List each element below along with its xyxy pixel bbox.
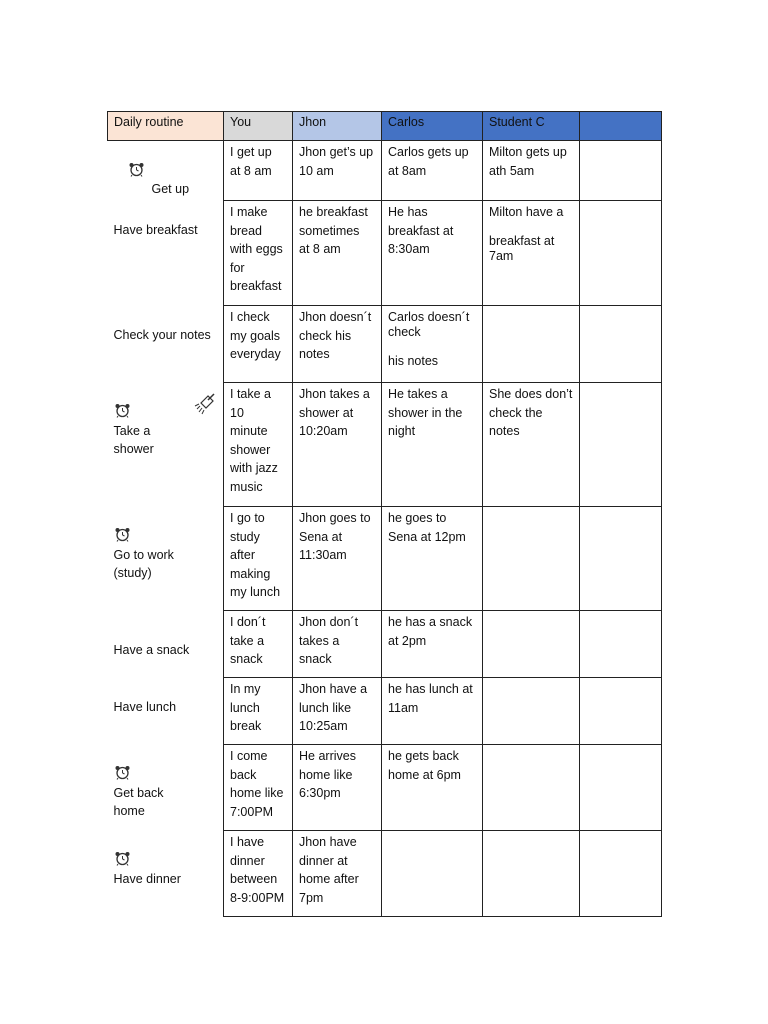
header-you: You: [224, 112, 293, 141]
header-row: [108, 112, 662, 141]
table-row: [108, 507, 662, 611]
activity-cell: [108, 745, 224, 831]
cell-jhon: Jhon doesn´t check his notes: [293, 306, 382, 383]
cell-carlos: Carlos gets up at 8am: [382, 141, 483, 201]
table-row: [108, 745, 662, 831]
activity-label: Take a shower: [113, 423, 154, 456]
cell-jhon: Jhon takes a shower at 10:20am: [293, 383, 382, 507]
cell-jhon: He arrives home like 6:30pm: [293, 745, 382, 831]
cell-extra: [580, 611, 662, 678]
alarm-clock-icon: [128, 162, 145, 177]
cell-you: I take a 10 minute shower with jazz music: [224, 383, 293, 507]
activity-cell: [108, 306, 224, 383]
table-row: [108, 201, 662, 306]
activity-label: Have dinner: [113, 871, 181, 886]
cell-extra: [580, 201, 662, 306]
activity-cell: [108, 678, 224, 745]
cell-student-c: [483, 831, 580, 917]
activity-cell: [108, 383, 224, 507]
table-row: [108, 611, 662, 678]
activity-label: Have lunch: [113, 700, 177, 714]
table-row: [108, 831, 662, 917]
cell-jhon: Jhon goes to Sena at 11:30am: [293, 507, 382, 611]
cell-you: I make bread with eggs for breakfast: [224, 201, 293, 306]
table-row: [108, 383, 662, 507]
cell-extra: [580, 507, 662, 611]
cell-you: I check my goals everyday: [224, 306, 293, 383]
header-empty: [580, 112, 662, 141]
cell-carlos: he gets back home at 6pm: [382, 745, 483, 831]
cell-carlos: Carlos doesn´t check his notes: [382, 306, 483, 383]
header-carlos: Carlos: [382, 112, 483, 141]
header-student-c: Student C: [483, 112, 580, 141]
alarm-clock-icon: [114, 765, 131, 780]
cell-you: I don´t take a snack: [224, 611, 293, 678]
cell-you: I get up at 8 am: [224, 141, 293, 201]
activity-label: Go to work (study): [113, 547, 174, 580]
alarm-clock-icon: [114, 403, 131, 418]
alarm-clock-icon: [114, 527, 131, 542]
cell-student-c: [483, 745, 580, 831]
cell-extra: [580, 141, 662, 201]
cell-student-c: Milton have a breakfast at 7am: [483, 201, 580, 306]
cell-carlos: he goes to Sena at 12pm: [382, 507, 483, 611]
cell-extra: [580, 306, 662, 383]
table-row: [108, 678, 662, 745]
cell-jhon: Jhon have dinner at home after 7pm: [293, 831, 382, 917]
cell-carlos: He has breakfast at 8:30am: [382, 201, 483, 306]
cell-jhon: Jhon have a lunch like 10:25am: [293, 678, 382, 745]
table-row: [108, 306, 662, 383]
cell-carlos: he has lunch at 11am: [382, 678, 483, 745]
cell-carlos: [382, 831, 483, 917]
cell-carlos: He takes a shower in the night: [382, 383, 483, 507]
activity-label: Have breakfast: [113, 223, 198, 237]
cell-jhon: Jhon get’s up 10 am: [293, 141, 382, 201]
activity-cell: [108, 831, 224, 917]
shower-head-icon: [194, 391, 218, 415]
activity-cell: [108, 507, 224, 611]
header-daily-routine: Daily routine: [108, 112, 224, 141]
activity-cell: [108, 611, 224, 678]
cell-student-c: She does don’t check the notes: [483, 383, 580, 507]
cell-you: I go to study after making my lunch: [224, 507, 293, 611]
table-row: [108, 141, 662, 201]
cell-student-c: [483, 678, 580, 745]
cell-extra: [580, 383, 662, 507]
cell-carlos: he has a snack at 2pm: [382, 611, 483, 678]
activity-label: Get back home: [113, 785, 164, 818]
cell-you: I come back home like 7:00PM: [224, 745, 293, 831]
cell-extra: [580, 831, 662, 917]
cell-extra: [580, 678, 662, 745]
activity-label: Get up: [151, 182, 190, 196]
cell-jhon: he breakfast sometimes at 8 am: [293, 201, 382, 306]
cell-jhon: Jhon don´t takes a snack: [293, 611, 382, 678]
activity-label: Check your notes: [113, 328, 211, 342]
cell-you: I have dinner between 8-9:00PM: [224, 831, 293, 917]
cell-student-c: [483, 611, 580, 678]
cell-student-c: [483, 507, 580, 611]
cell-you: In my lunch break: [224, 678, 293, 745]
header-jhon: Jhon: [293, 112, 382, 141]
activity-cell: [108, 141, 224, 201]
activity-label: Have a snack: [113, 643, 190, 657]
cell-student-c: Milton gets up ath 5am: [483, 141, 580, 201]
activity-cell: [108, 201, 224, 306]
alarm-clock-icon: [114, 851, 131, 866]
cell-student-c: [483, 306, 580, 383]
cell-extra: [580, 745, 662, 831]
daily-routine-table: [107, 111, 662, 917]
